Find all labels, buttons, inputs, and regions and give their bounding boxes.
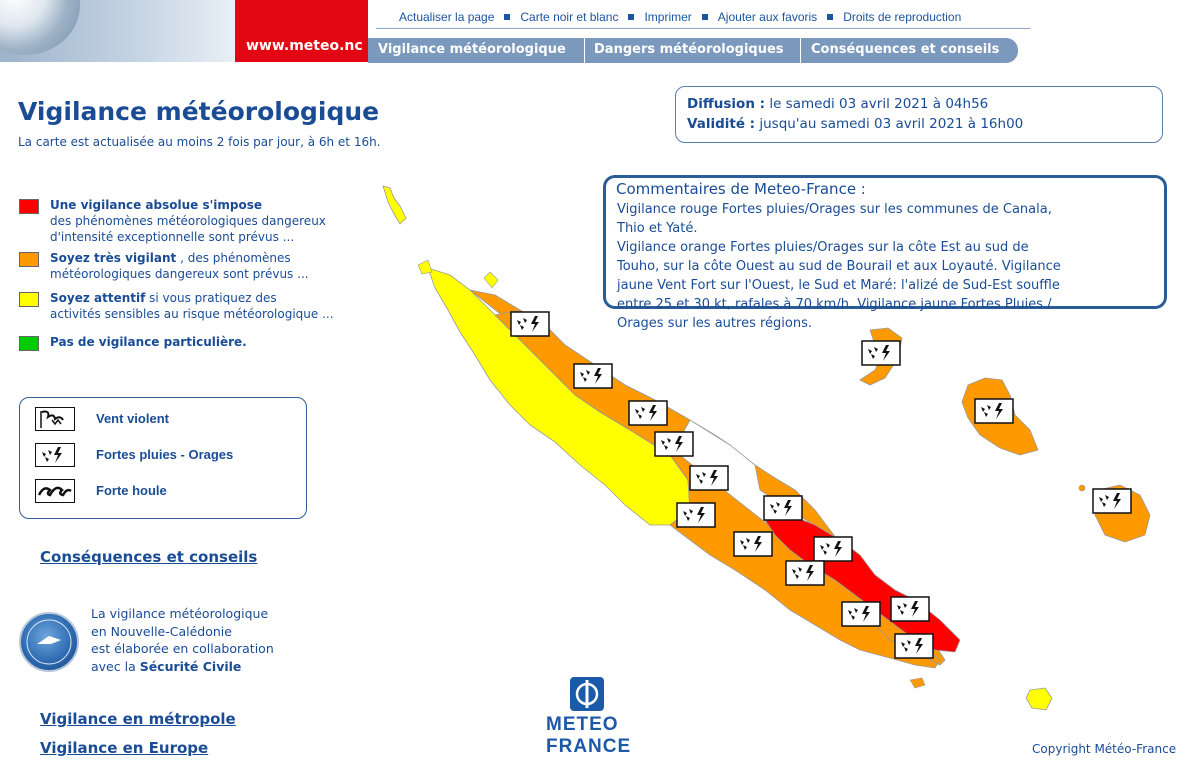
site-label: www.meteo.nc [246,38,363,54]
site-logo-block[interactable] [235,0,368,62]
legend-yellow-swatch [19,292,39,307]
diffusion-value: le samedi 03 avril 2021 à 04h56 [769,96,989,112]
comment-line: Vigilance rouge Fortes pluies/Orages sur les communes de Canala, [617,202,1052,217]
top-link-bw-map[interactable]: Carte noir et blanc [520,10,619,24]
nav-vigilance[interactable]: Vigilance météorologique [378,42,566,57]
securite-civile-logo [19,612,79,672]
sc-line-1: La vigilance météorologique [91,606,269,621]
map-belep [383,186,406,224]
securite-civile-text [91,605,274,675]
diffusion-label: Diffusion : [687,96,766,112]
sc-line-4-bold: Sécurité Civile [139,658,242,674]
storm-picto-14[interactable] [862,341,900,365]
wind-icon [35,407,75,431]
storm-picto-10[interactable] [786,561,824,585]
sc-line-2: en Nouvelle-Calédonie [91,623,232,639]
top-link-refresh[interactable]: Actualiser la page [399,10,495,24]
sc-line-4-prefix: avec la [91,658,140,674]
legend-yellow-heading-suffix: si vous pratiquez des [145,291,277,305]
bullet-separator [504,14,510,20]
sc-line-3: est élaborée en collaboration [91,641,274,656]
storm-picto-2[interactable] [574,364,612,388]
legend-orange-heading-bold: Soyez très vigilant [50,251,177,265]
diffusion-row [687,96,988,112]
storm-picto-6[interactable] [677,503,715,527]
nav-dangers[interactable]: Dangers météorologiques [594,42,784,57]
storm-picto-1[interactable] [511,312,549,336]
copyright: Copyright Météo-France [1032,742,1177,756]
legend-red-line-1: des phénomènes météorologiques dangereux [50,214,326,228]
legend-yellow-line-1: activités sensibles au risque météorologique ... [50,307,334,321]
storm-picto-12[interactable] [842,602,880,626]
legend-orange-swatch [19,252,39,267]
validite-label: Validité : [687,116,756,132]
map-islet-south [910,678,925,688]
nav-separator [800,38,801,63]
storm-picto-3[interactable] [629,401,667,425]
nav-consequences[interactable]: Conséquences et conseils [811,42,1000,57]
legend-yellow-heading [50,291,277,305]
consequences-link[interactable]: Conséquences et conseils [40,548,258,566]
top-links [399,10,961,24]
storm-picto-16[interactable] [1093,489,1131,513]
storm-picto-4[interactable] [655,432,693,456]
header-globe-banner [0,0,235,62]
comment-line: Orages sur les autres régions. [617,316,812,331]
meteo-france-logo [570,677,604,711]
legend-green-swatch [19,336,39,351]
storm-picto-13[interactable] [895,634,933,658]
info-box [675,86,1163,143]
legend-orange-heading [50,251,291,265]
france-wordmark: FRANCE [546,736,632,757]
storm-picto-7[interactable] [764,496,802,520]
comment-line: Vigilance orange Fortes pluies/Orages sur la côte Est au sud de [617,240,1029,255]
sc-line-4 [91,658,274,676]
header-divider [376,28,1030,29]
validite-row [687,116,1023,132]
globe-graphic [0,0,80,55]
comments-body [617,200,1147,333]
page-title: Vigilance météorologique [18,97,380,126]
meteo-wordmark: METEO [546,714,619,735]
bullet-separator [628,14,634,20]
storm-picto-11[interactable] [891,597,929,621]
rain-storm-label: Fortes pluies - Orages [96,447,234,462]
swell-label: Forte houle [96,483,167,498]
comments-title: Commentaires de Meteo-France : [616,180,866,198]
page-subtitle: La carte est actualisée au moins 2 fois par jour, à 6h et 16h. [18,135,381,149]
map-islet-north [418,260,432,274]
validite-value: jusqu'au samedi 03 avril 2021 à 16h00 [759,116,1024,132]
storm-picto-15[interactable] [975,399,1013,423]
legend-red-heading: Une vigilance absolue s'impose [50,198,263,212]
europe-link[interactable]: Vigilance en Europe [40,739,209,757]
top-link-rights[interactable]: Droits de reproduction [843,10,962,24]
nav-separator [584,38,585,63]
map-tiga [1079,485,1085,491]
legend-orange-heading-suffix: , des phénomènes [176,251,291,265]
comment-line: entre 25 et 30 kt, rafales à 70 km/h. Vigilance jaune Fortes Pluies / [617,297,1052,312]
bullet-separator [702,14,708,20]
metropole-link[interactable]: Vigilance en métropole [40,710,236,728]
storm-picto-5[interactable] [690,466,728,490]
storm-picto-8[interactable] [734,532,772,556]
legend-green-heading: Pas de vigilance particulière. [50,335,247,349]
top-link-print[interactable]: Imprimer [644,10,692,24]
legend-orange-line-1: météorologiques dangereux sont prévus ... [50,267,309,281]
comment-line: Touho, sur la côte Ouest au sud de Bourail et aux Loyauté. Vigilance [617,259,1061,274]
wind-label: Vent violent [96,411,169,426]
map-ile-des-pins [1026,688,1052,710]
storm-picto-9[interactable] [814,537,852,561]
map-islet-balabio [484,272,498,288]
rain-storm-icon [35,443,75,467]
comment-line: jaune Vent Fort sur l'Ouest, le Sud et Maré: l'alizé de Sud-Est souffle [617,278,1060,293]
legend-red-swatch [19,199,39,214]
swell-icon [35,479,75,503]
top-link-favorites[interactable]: Ajouter aux favoris [717,10,818,24]
bullet-separator [827,14,833,20]
legend-red-line-2: d'intensité exceptionnelle sont prévus ... [50,230,295,244]
comment-line: Thio et Yaté. [617,221,698,236]
legend-yellow-heading-bold: Soyez attentif [50,291,146,305]
main-nav [368,38,1018,63]
